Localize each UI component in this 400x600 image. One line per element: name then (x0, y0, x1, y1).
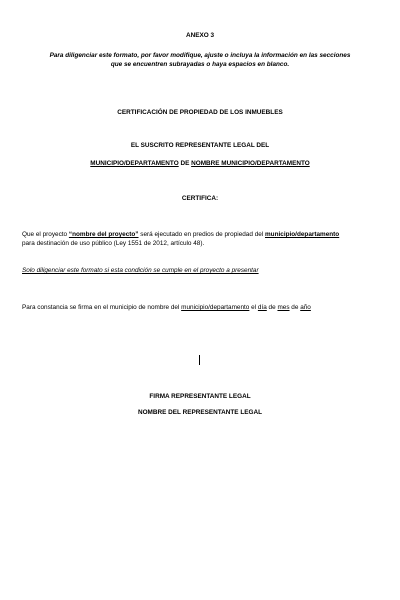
annex-title: ANEXO 3 (185, 32, 215, 39)
year-field[interactable]: año (300, 304, 311, 311)
instructions-text (20, 52, 380, 69)
signature-label: FIRMA REPRESENTANTE LEGAL (149, 393, 251, 400)
connector-de: DE (178, 160, 192, 167)
certification-body-line-1: Que el proyecto “nombre del proyecto” será ejecutado en predios de propiedad del municipio/departamento (22, 231, 340, 238)
condition-note: Solo diligenciar este formato si esta condición se cumple en el proyecto a presentar (22, 267, 259, 274)
instructions-line-1: Para diligenciar este formato, por favor modifique, ajuste o incluya la información en las secciones (49, 52, 351, 59)
closing-line: Para constancia se firma en el municipio de nombre del municipio/departamento el día de mes de año (22, 304, 311, 311)
project-name-field[interactable]: “nombre del proyecto” (68, 231, 139, 238)
certification-body-line-2: para destinación de uso público (Ley 1551 de 2012, artículo 48). (22, 239, 205, 247)
municipality-field[interactable]: MUNICIPIO/DEPARTAMENTO (90, 160, 179, 167)
certification-body (22, 231, 384, 248)
text-cursor (199, 355, 200, 365)
day-field[interactable]: día (257, 304, 267, 311)
month-field[interactable]: mes (277, 304, 290, 311)
closing-municipality-field[interactable]: municipio/departamento (181, 304, 250, 311)
representative-name: NOMBRE DEL REPRESENTANTE LEGAL (137, 409, 263, 416)
instructions-line-2: que se encuentren subrayadas o haya espacios en blanco. (110, 60, 290, 68)
owner-field[interactable]: municipio/departamento (265, 231, 340, 238)
certifies-heading: CERTIFICA: (181, 195, 219, 202)
certification-title: CERTIFICACIÓN DE PROPIEDAD DE LOS INMUEBLES (117, 109, 283, 116)
municipality-line (20, 160, 380, 169)
signatory-intro: EL SUSCRITO REPRESENTANTE LEGAL DEL (130, 142, 270, 149)
municipality-name-field[interactable]: NOMBRE MUNICIPIO/DEPARTAMENTO (191, 160, 310, 167)
